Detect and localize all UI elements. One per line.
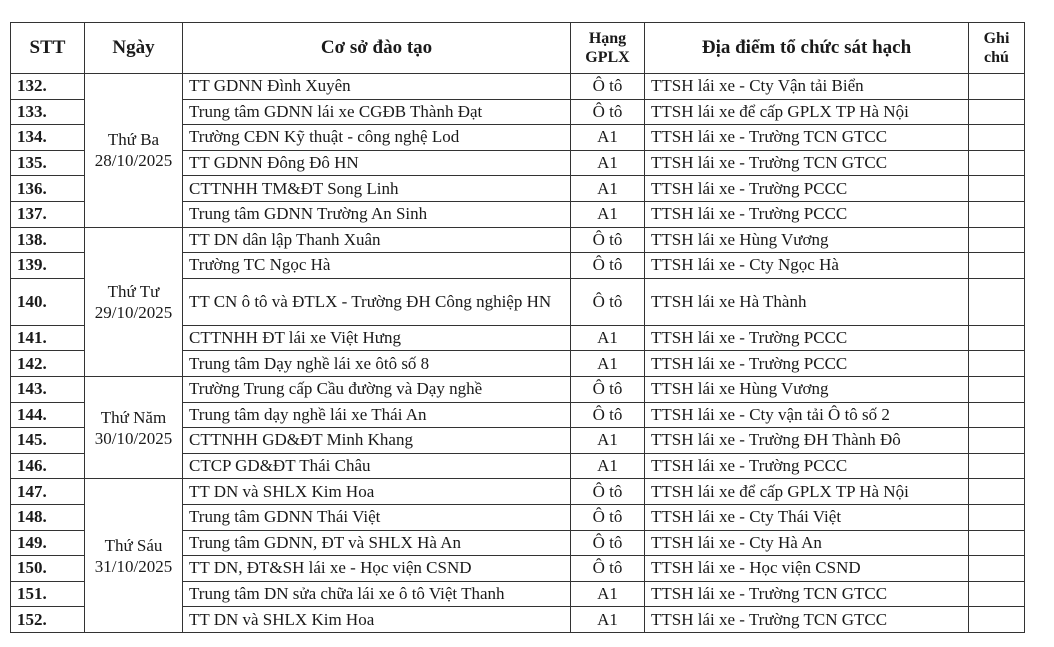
- note-cell: [969, 530, 1025, 556]
- header-co-so: Cơ sở đào tạo: [183, 23, 571, 74]
- note-cell: [969, 479, 1025, 505]
- training-facility: Trung tâm dạy nghề lái xe Thái An: [183, 402, 571, 428]
- exam-schedule-table: [10, 22, 1025, 633]
- table-row: [11, 74, 1025, 100]
- header-hang: Hạng GPLX: [571, 23, 645, 74]
- exam-location: TTSH lái xe - Trường PCCC: [645, 325, 969, 351]
- exam-location: TTSH lái xe - Trường PCCC: [645, 453, 969, 479]
- training-facility: CTTNHH TM&ĐT Song Linh: [183, 176, 571, 202]
- note-cell: [969, 99, 1025, 125]
- exam-location: TTSH lái xe Hà Thành: [645, 278, 969, 325]
- training-facility: TT GDNN Đông Đô HN: [183, 150, 571, 176]
- note-cell: [969, 150, 1025, 176]
- table-body: [11, 74, 1025, 633]
- license-class: A1: [571, 325, 645, 351]
- license-class: Ô tô: [571, 504, 645, 530]
- license-class: Ô tô: [571, 479, 645, 505]
- exam-location: TTSH lái xe - Cty Hà An: [645, 530, 969, 556]
- training-facility: TT DN và SHLX Kim Hoa: [183, 607, 571, 633]
- row-number: 143.: [11, 376, 85, 402]
- training-facility: TT GDNN Đình Xuyên: [183, 74, 571, 100]
- license-class: Ô tô: [571, 376, 645, 402]
- exam-location: TTSH lái xe - Trường TCN GTCC: [645, 607, 969, 633]
- license-class: A1: [571, 150, 645, 176]
- note-cell: [969, 402, 1025, 428]
- exam-location: TTSH lái xe - Trường ĐH Thành Đô: [645, 428, 969, 454]
- row-number: 134.: [11, 125, 85, 151]
- note-cell: [969, 504, 1025, 530]
- row-number: 145.: [11, 428, 85, 454]
- training-facility: CTTNHH GD&ĐT Minh Khang: [183, 428, 571, 454]
- row-number: 151.: [11, 581, 85, 607]
- license-class: A1: [571, 351, 645, 377]
- table-row: [11, 479, 1025, 505]
- note-cell: [969, 201, 1025, 227]
- license-class: Ô tô: [571, 278, 645, 325]
- training-facility: TT DN dân lập Thanh Xuân: [183, 227, 571, 253]
- license-class: A1: [571, 176, 645, 202]
- exam-location: TTSH lái xe Hùng Vương: [645, 376, 969, 402]
- exam-date: Thứ Sáu 31/10/2025: [85, 479, 183, 633]
- license-class: Ô tô: [571, 402, 645, 428]
- license-class: A1: [571, 453, 645, 479]
- license-class: Ô tô: [571, 74, 645, 100]
- training-facility: TT CN ô tô và ĐTLX - Trường ĐH Công nghiệp HN: [183, 278, 571, 325]
- row-number: 150.: [11, 556, 85, 582]
- training-facility: Trung tâm Dạy nghề lái xe ôtô số 8: [183, 351, 571, 377]
- row-number: 139.: [11, 253, 85, 279]
- license-class: A1: [571, 607, 645, 633]
- training-facility: Trường CĐN Kỹ thuật - công nghệ Lod: [183, 125, 571, 151]
- exam-location: TTSH lái xe - Trường TCN GTCC: [645, 150, 969, 176]
- note-cell: [969, 607, 1025, 633]
- note-cell: [969, 253, 1025, 279]
- training-facility: Trường Trung cấp Cầu đường và Dạy nghề: [183, 376, 571, 402]
- training-facility: Trung tâm GDNN Trường An Sinh: [183, 201, 571, 227]
- note-cell: [969, 176, 1025, 202]
- note-cell: [969, 278, 1025, 325]
- license-class: Ô tô: [571, 227, 645, 253]
- exam-location: TTSH lái xe để cấp GPLX TP Hà Nội: [645, 479, 969, 505]
- training-facility: Trung tâm GDNN Thái Việt: [183, 504, 571, 530]
- license-class: A1: [571, 428, 645, 454]
- note-cell: [969, 227, 1025, 253]
- row-number: 135.: [11, 150, 85, 176]
- training-facility: TT DN, ĐT&SH lái xe - Học viện CSND: [183, 556, 571, 582]
- license-class: Ô tô: [571, 253, 645, 279]
- schedule-document: [10, 22, 1025, 633]
- row-number: 152.: [11, 607, 85, 633]
- row-number: 137.: [11, 201, 85, 227]
- header-dia-diem: Địa điểm tổ chức sát hạch: [645, 23, 969, 74]
- training-facility: Trường TC Ngọc Hà: [183, 253, 571, 279]
- row-number: 140.: [11, 278, 85, 325]
- exam-location: TTSH lái xe - Trường TCN GTCC: [645, 125, 969, 151]
- row-number: 148.: [11, 504, 85, 530]
- row-number: 142.: [11, 351, 85, 377]
- row-number: 146.: [11, 453, 85, 479]
- exam-location: TTSH lái xe - Học viện CSND: [645, 556, 969, 582]
- row-number: 133.: [11, 99, 85, 125]
- exam-location: TTSH lái xe - Cty Ngọc Hà: [645, 253, 969, 279]
- exam-date: Thứ Ba 28/10/2025: [85, 74, 183, 228]
- note-cell: [969, 453, 1025, 479]
- row-number: 144.: [11, 402, 85, 428]
- exam-location: TTSH lái xe - Trường TCN GTCC: [645, 581, 969, 607]
- note-cell: [969, 325, 1025, 351]
- row-number: 149.: [11, 530, 85, 556]
- license-class: Ô tô: [571, 530, 645, 556]
- exam-location: TTSH lái xe - Cty vận tải Ô tô số 2: [645, 402, 969, 428]
- row-number: 147.: [11, 479, 85, 505]
- exam-date: Thứ Năm 30/10/2025: [85, 376, 183, 478]
- note-cell: [969, 74, 1025, 100]
- training-facility: CTTNHH ĐT lái xe Việt Hưng: [183, 325, 571, 351]
- table-row: [11, 227, 1025, 253]
- note-cell: [969, 581, 1025, 607]
- exam-location: TTSH lái xe - Trường PCCC: [645, 351, 969, 377]
- exam-location: TTSH lái xe - Trường PCCC: [645, 176, 969, 202]
- training-facility: Trung tâm GDNN lái xe CGĐB Thành Đạt: [183, 99, 571, 125]
- note-cell: [969, 125, 1025, 151]
- row-number: 138.: [11, 227, 85, 253]
- license-class: A1: [571, 581, 645, 607]
- license-class: A1: [571, 201, 645, 227]
- exam-location: TTSH lái xe Hùng Vương: [645, 227, 969, 253]
- row-number: 141.: [11, 325, 85, 351]
- exam-location: TTSH lái xe để cấp GPLX TP Hà Nội: [645, 99, 969, 125]
- table-row: [11, 376, 1025, 402]
- header-row: [11, 23, 1025, 74]
- license-class: Ô tô: [571, 99, 645, 125]
- exam-location: TTSH lái xe - Cty Thái Việt: [645, 504, 969, 530]
- note-cell: [969, 428, 1025, 454]
- license-class: A1: [571, 125, 645, 151]
- note-cell: [969, 351, 1025, 377]
- header-ngay: Ngày: [85, 23, 183, 74]
- note-cell: [969, 556, 1025, 582]
- row-number: 136.: [11, 176, 85, 202]
- note-cell: [969, 376, 1025, 402]
- training-facility: CTCP GD&ĐT Thái Châu: [183, 453, 571, 479]
- header-ghi-chu: Ghi chú: [969, 23, 1025, 74]
- training-facility: Trung tâm GDNN, ĐT và SHLX Hà An: [183, 530, 571, 556]
- exam-location: TTSH lái xe - Trường PCCC: [645, 201, 969, 227]
- training-facility: TT DN và SHLX Kim Hoa: [183, 479, 571, 505]
- header-stt: STT: [11, 23, 85, 74]
- row-number: 132.: [11, 74, 85, 100]
- exam-location: TTSH lái xe - Cty Vận tải Biển: [645, 74, 969, 100]
- license-class: Ô tô: [571, 556, 645, 582]
- training-facility: Trung tâm DN sửa chữa lái xe ô tô Việt Thanh: [183, 581, 571, 607]
- exam-date: Thứ Tư 29/10/2025: [85, 227, 183, 376]
